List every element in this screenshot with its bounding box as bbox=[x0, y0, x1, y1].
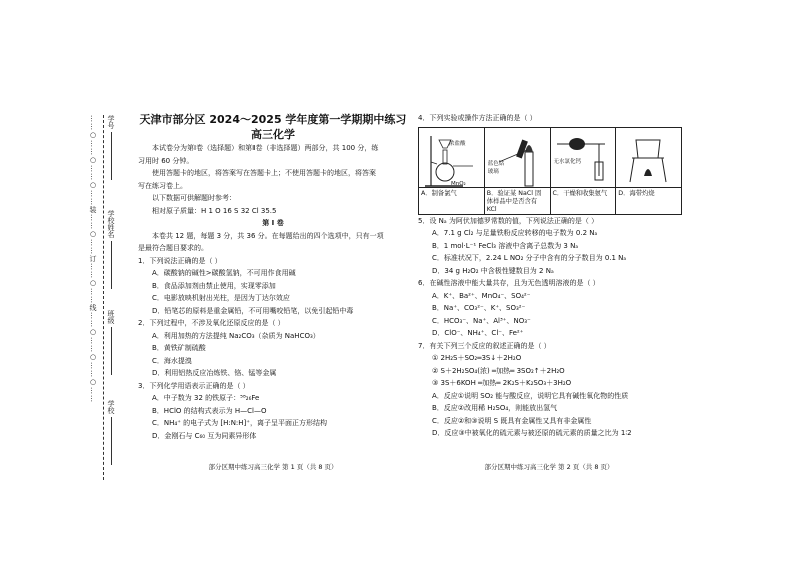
fig-a-label-mno2: MnO₂ bbox=[451, 180, 466, 187]
option-d: D．铅笔芯的原料是重金属铅，不可用嘴咬铅笔，以免引起铅中毒 bbox=[152, 306, 354, 315]
option-b: B．Na⁺、CO₃²⁻、K⁺、SO₃²⁻ bbox=[432, 304, 526, 312]
part-desc: 本卷共 12 题，每题 3 分，共 36 分。在每题给出的四个选项中，只有一项 bbox=[152, 231, 384, 240]
figure-b-flame-test bbox=[485, 128, 551, 214]
beaker-on-tripod-icon bbox=[620, 132, 678, 190]
figure-a-chlorine-apparatus bbox=[419, 128, 485, 214]
question-6 bbox=[418, 277, 680, 340]
question-2 bbox=[138, 317, 408, 380]
fig-b-label-glass: 玻璃 bbox=[487, 168, 499, 175]
intro-line: 本试卷分为第Ⅰ卷（选择题）和第Ⅱ卷（非选择题）两部分，共 100 分，练 bbox=[152, 144, 379, 152]
option-d: D．ClO⁻、NH₄⁺、Cl⁻、Fe²⁺ bbox=[432, 329, 524, 337]
option-b: B．反应②改用稀 H₂SO₄，则能放出氢气 bbox=[432, 404, 558, 412]
option-a: A．反应①说明 SO₂ 能与酸反应，说明它具有碱性氧化物的性质 bbox=[432, 391, 629, 400]
seal-line-text: ……○……○……○……装……○……订……○……线……○……○……○…… bbox=[89, 115, 97, 403]
q4-figure-table bbox=[418, 127, 682, 215]
question-stem-4: 4．下列实验或操作方法正确的是（ ） bbox=[418, 114, 537, 122]
reaction-3: ③ 3S＋6KOH ═加热═ 2K₂S＋K₂SO₃＋3H₂O bbox=[432, 379, 572, 387]
intro-line: 使用答题卡的地区，将答案写在答题卡上；不使用答题卡的地区，将答案 bbox=[152, 169, 376, 177]
exam-title: 天津市部分区 2024～2025 学年度第一学期期中练习 bbox=[139, 113, 407, 126]
fig-b-caption: B．验证某 NaCl 固体样品中是否含有 KCl bbox=[485, 187, 550, 214]
option-a: A．7.1 g Cl₂ 与足量铁粉反应转移的电子数为 0.2 Nₐ bbox=[432, 229, 598, 237]
page-2 bbox=[418, 112, 680, 440]
question-stem: 2．下列过程中，不涉及氧化还原反应的是（ ） bbox=[138, 319, 285, 327]
question-7 bbox=[418, 340, 680, 440]
page-footer-left: 部分区期中练习高三化学 第 1 页（共 8 页） bbox=[208, 463, 338, 471]
question-stem: 7．有关下列三个反应的叙述正确的是（ ） bbox=[418, 341, 551, 350]
fig-b-label-cobalt: 蓝色钴 bbox=[487, 160, 505, 167]
option-c: C．HCO₃⁻、Na⁺、Al³⁺、NO₃⁻ bbox=[432, 316, 531, 325]
option-c: C．NH₄⁺ 的电子式为 [H:N:H]⁺，离子呈平面正方形结构 bbox=[152, 419, 327, 427]
binding-strip bbox=[86, 115, 120, 480]
option-d: D．反应③中被氧化的硫元素与被还原的硫元素的质量之比为 1∶2 bbox=[432, 429, 632, 437]
figure-d-kelp-burning bbox=[616, 128, 681, 214]
field-school[interactable]: 学校 bbox=[106, 400, 116, 465]
question-stem: 3．下列化学用语表示正确的是（ ） bbox=[138, 381, 250, 390]
fig-a-label-hcl: 浓盐酸 bbox=[449, 140, 466, 147]
question-stem: 1．下列说法正确的是（ ） bbox=[138, 256, 222, 265]
option-d: D．利用铝热反应冶炼铁、铬、锰等金属 bbox=[152, 369, 277, 377]
fig-c-label-cacl2: 无水氯化钙 bbox=[553, 158, 582, 165]
option-a: A．K⁺、Ba²⁺、MnO₄⁻、SO₄²⁻ bbox=[432, 291, 531, 300]
fig-a-caption: A．制备氯气 bbox=[419, 187, 484, 214]
fig-d-caption: D．海带灼烧 bbox=[616, 187, 681, 214]
intro-line: 以下数据可供解题时参考： bbox=[152, 194, 236, 202]
option-c: C．反应②和③说明 S 既具有金属性又具有非金属性 bbox=[432, 416, 592, 425]
option-d: D．34 g H₂O₂ 中含极性键数目为 2 Nₐ bbox=[432, 266, 554, 275]
question-3 bbox=[138, 380, 408, 443]
student-info-fields bbox=[106, 115, 120, 480]
question-5 bbox=[418, 215, 680, 278]
question-stem: 6．在碱性溶液中能大量共存，且为无色透明溶液的是（ ） bbox=[418, 279, 600, 287]
question-stem: 5．设 Nₐ 为阿伏加德罗常数的值，下列说法正确的是（ ） bbox=[418, 216, 599, 225]
page-1 bbox=[138, 112, 408, 442]
cut-line bbox=[103, 115, 104, 480]
option-c: C．海水提溴 bbox=[152, 356, 192, 365]
field-name[interactable]: 学校姓名 bbox=[106, 210, 116, 289]
option-b: B．食品添加剂由禁止使用，实现零添加 bbox=[152, 281, 276, 290]
option-b: B．HClO 的结构式表示为 H—Cl—O bbox=[152, 406, 267, 415]
part-desc: 是最符合题目要求的。 bbox=[138, 244, 208, 252]
option-b: B．1 mol·L⁻¹ FeCl₃ 溶液中含离子总数为 3 Nₐ bbox=[432, 241, 579, 250]
exam-subject: 高三化学 bbox=[251, 128, 295, 141]
option-a: A．碳酸钠的碱性>碳酸氢钠，不可用作食用碱 bbox=[152, 269, 296, 277]
figure-c-ammonia-drying bbox=[551, 128, 617, 214]
option-c: C．标准状况下，2.24 L NO₂ 分子中含有的分子数目为 0.1 Nₐ bbox=[432, 254, 627, 262]
option-b: B．黄铁矿制硫酸 bbox=[152, 344, 206, 352]
option-a: A．利用加热的方法提纯 Na₂CO₃（杂质为 NaHCO₃） bbox=[152, 331, 320, 340]
reaction-2: ② S＋2H₂SO₄(浓) ═加热═ 3SO₂↑＋2H₂O bbox=[432, 366, 565, 375]
intro-line: 习用时 60 分钟。 bbox=[138, 156, 194, 165]
field-student-id[interactable]: 学号 bbox=[106, 115, 116, 180]
part-heading: 第 Ⅰ 卷 bbox=[262, 219, 284, 227]
field-class[interactable]: 班级 bbox=[106, 310, 116, 375]
atomic-masses: 相对原子质量：H 1 O 16 S 32 Cl 35.5 bbox=[152, 206, 277, 215]
page-footer-right: 部分区期中练习高三化学 第 2 页（共 8 页） bbox=[484, 463, 614, 471]
option-c: C．电影放映机射出光柱，是因为丁达尔效应 bbox=[152, 294, 290, 302]
fig-c-caption: C．干燥和收集氨气 bbox=[551, 187, 616, 214]
intro-line: 写在练习卷上。 bbox=[138, 181, 187, 190]
reaction-1: ① 2H₂S＋SO₂═3S↓＋2H₂O bbox=[432, 354, 522, 362]
option-d: D．金刚石与 C₆₀ 互为同素异形体 bbox=[152, 431, 257, 440]
option-a: A．中子数为 32 的铁原子：⁵⁸₂₆Fe bbox=[152, 394, 260, 402]
question-1 bbox=[138, 255, 408, 318]
